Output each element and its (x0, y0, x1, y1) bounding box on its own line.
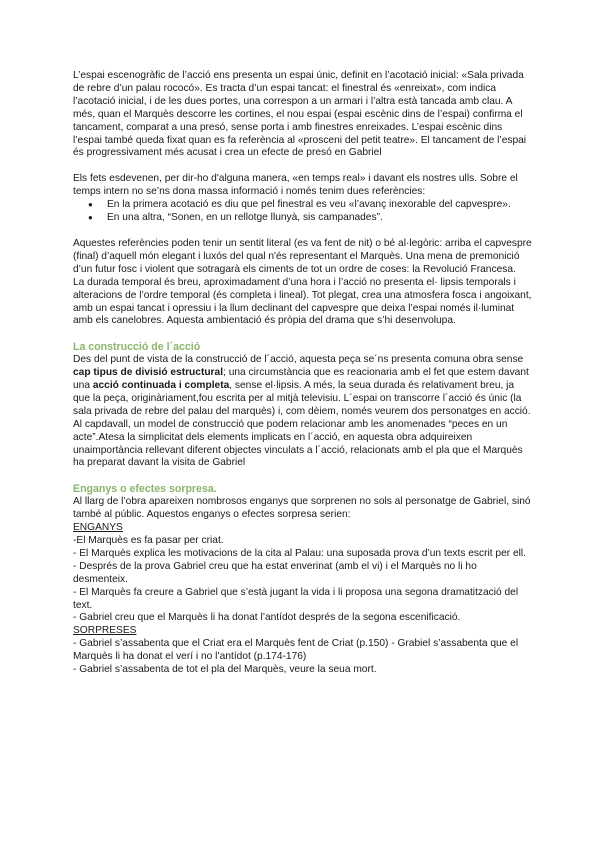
paragraph-espai: L’espai escenogràfic de l’acció ens presenta un espai únic, definit en l’acotació inicial: «Sala privada de rebre d’un palau rococó». Es tracta d’un espai tancat: el finestral és «enreixat», com indica l’acotació inicial, i de les dues portes, una correspon a un armari i l’altra està tancada amb clau. A més, quan el Marquès descorre les cortines, el nou espai (espai escènic dins de l’espai) confirma el tancament, comparat a una presó, sense porta i amb finestres enreixades. L’espai escènic dins l’espai també queda fixat quan es fa referència al «prosceni del petit teatre». El tancament de l’espai és progressivament més acusat i crea un efecte de presó en Gabriel (73, 70, 527, 159)
paragraph-temps: Els fets esdevenen, per dir-ho d'alguna manera, «en temps real» i davant els nostres ulls. Sobre el temps intern no se’ns dona massa informació i només tenim dues referències: (73, 173, 518, 198)
paragraph-referencies: Aquestes referències poden tenir un sentit literal (es va fent de nit) o bé al·legòric: arriba el capvespre (final) d’aquell món elegant i luxós del qual n'és representant el Marquès. Una mena de premonició d’un futur fosc i violent que sotragarà els ciments de tot un ordre de coses: la Revolució Francesa. (73, 237, 532, 275)
bold-phrase: acció continuada i completa (92, 380, 230, 392)
paragraph-enganys-intro: Al llarg de l’obra apareixen nombrosos enganys que sorprenen no sols al personatge de Gabriel, sinó també al públic. Aquestos enganys o efectes sorpresa serien: (73, 496, 531, 521)
paragraph-durada: La durada temporal és breu, aproximadament d’una hora i l’acció no presenta el· lipsis temporals i alteracions de l’ordre temporal (és completa i lineal). Tot plegat, crea una atmosfera fosca i angoixant, amb un espai tancat i opressiu i la llum declinant del capvespre que deixa l’espai només il·luminat amb els canelobres. Aquesta ambientació és pròpia del drama que s’hi desenvolupa. (73, 276, 532, 327)
sorpreses-title: SORPRESES (73, 625, 137, 637)
enganys-title: ENGANYS (73, 522, 123, 534)
list-item: - El Marquès fa creure a Gabriel que s’està jugant la vida i li proposa una segona dramatització del text. (73, 586, 519, 611)
list-item: - Gabriel s’assabenta que el Criat era el Marquès fent de Criat (p.150) - Grabiel s’assabenta que el Marquès li ha donat el verí i no l’antídot (p.174-176) (73, 638, 519, 663)
heading-enganys: Enganys o efectes sorpresa. (73, 483, 217, 496)
bold-phrase: cap tipus de divisió estructural (73, 367, 224, 379)
bullet-list (73, 199, 532, 225)
list-item: - Gabriel creu que el Marquès li ha donat l’antídot després de la segona escenificació. (73, 612, 461, 624)
heading-construccio: La construcció de l´acció (73, 341, 201, 354)
list-item: ● En la primera acotació es diu que pel finestral es veu «l’avanç inexorable del capvespre». (107, 199, 532, 212)
list-item: ● En una altra, “Sonen, en un rellotge llunyà, sis campanades”. (107, 212, 532, 225)
list-item: - Gabriel s’assabenta de tot el pla del Marquès, veure la seua mort. (73, 664, 377, 676)
list-item: -El Marquès es fa pasar per criat. (73, 535, 224, 546)
list-item: - Després de la prova Gabriel creu que ha estat enverinat (amb el vi) i el Marquès no li ho desmenteix. (73, 560, 477, 585)
paragraph-construccio: Des del punt de vista de la construcció de l´acció, aquesta peça se´ns presenta comuna obra sense cap tipus de divisió estructural; una circumstància que es reacionaria amb el fet que estem davant una acció continuada i completa, sense el·lipsis. A més, la seua durada és relativament breu, ja que la peça, originàriament,fou escrita per al mitjà televisiu. L´espai on transcorre l´acció és únic (la sala privada de rebre del palau del marquès) i, com dèiem, només veurem dos personatges en acció. Al capdavall, un model de construcció que podem relacionar amb les anomenades “peces en un acte”.Atesa la simplicitat dels elements implicats en l´acció, en aquesta obra adquireixen unaimportància rellevant diferent objectes vinculats a l´acció, relacionats amb el pla que el Marquès ha preparat davant la visita de Gabriel (73, 354, 531, 469)
list-item: - El Marquès explica les motivacions de la cita al Palau: una suposada prova d’un texts escrit per ell. (73, 547, 527, 559)
